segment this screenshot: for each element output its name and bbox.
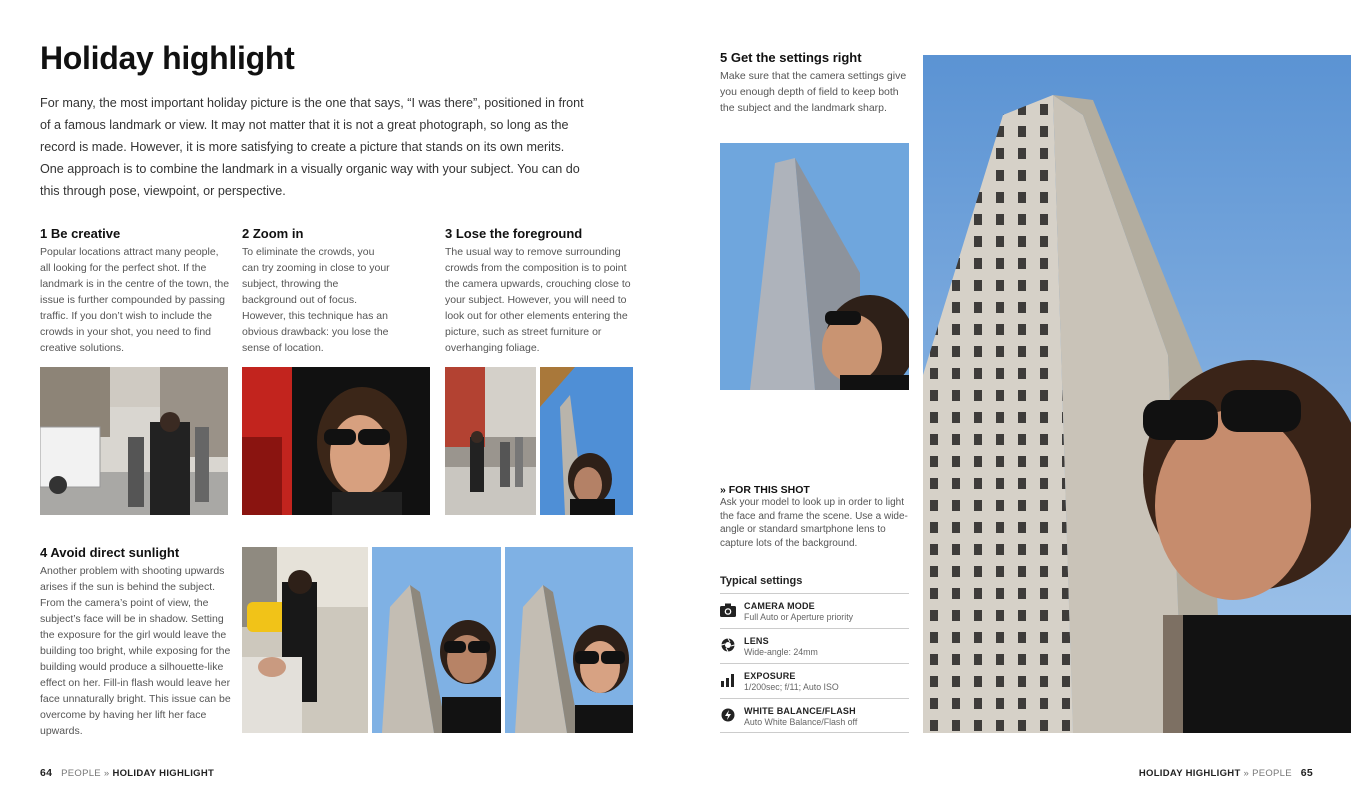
step-1 (40, 226, 232, 356)
step-heading: 3 Lose the foreground (445, 226, 583, 241)
step-heading: 2 Zoom in (242, 226, 304, 241)
step-3 (445, 226, 637, 356)
step-text: The usual way to remove surrounding crowds from the composition is to point the camera upwards, crouching close to your subject. However, you will need to look out for other elements entering the picture, such as street furniture or overhanging foliage. (445, 246, 631, 354)
settings-title: Typical settings (720, 575, 803, 587)
photo-street-crowds (40, 367, 228, 515)
photo-flatiron-main (923, 55, 1351, 733)
exposure-icon (720, 673, 736, 687)
lens-icon (720, 638, 736, 652)
setting-row-exposure (720, 663, 909, 698)
photo-zoom-close (242, 367, 430, 515)
photo-building-smile (505, 547, 633, 733)
footer-left (40, 767, 214, 779)
photo-foreground-crowd (445, 367, 536, 515)
flash-icon (720, 708, 736, 722)
step-text: To eliminate the crowds, you can try zooming in close to your subject, throwing the background out of focus. However, this technique has an obvious drawback: you lose the sense of location. (242, 246, 390, 354)
page-number-left: 64 (40, 767, 53, 779)
footer-separator-left: » (103, 768, 110, 779)
photo-flatiron-small (720, 143, 909, 390)
step-heading: 5 Get the settings right (720, 50, 862, 65)
setting-value: 1/200sec; f/11; Auto ISO (744, 682, 839, 692)
setting-value: Auto White Balance/Flash off (744, 717, 858, 727)
setting-label: CAMERA MODE (744, 601, 815, 611)
step-2 (242, 226, 392, 356)
setting-label: EXPOSURE (744, 671, 796, 681)
photo-looking-up-small (540, 367, 633, 515)
step-text: Popular locations attract many people, all looking for the perfect shot. If the landmark is in the centre of the town, the issue is further compounded by passing traffic. If you don’t wish to include the crowds in your shot, you need to find creative solutions. (40, 246, 230, 354)
setting-row-white-balance (720, 698, 909, 733)
footer-chapter-right: HOLIDAY HIGHLIGHT (1138, 768, 1241, 779)
for-this-shot-heading: » FOR THIS SHOT (720, 484, 810, 496)
step-heading: 1 Be creative (40, 226, 121, 241)
step-5 (720, 50, 910, 116)
for-this-shot-text: Ask your model to look up in order to light the face and frame the scene. Use a wide-angle or standard smartphone lens to capture lots of the background. (720, 497, 908, 549)
photo-building-shadow (372, 547, 501, 733)
intro-paragraph: For many, the most important holiday picture is the one that says, “I was there”, positioned in front of a famous landmark or view. It may not matter that it is not a great photograph, so long as the record is made. However, it is more satisfying to create a picture that stands on its own merits. One approach is to combine the landmark in a visually organic way with your subject. You can do this through pose, viewpoint, or perspective. (40, 96, 584, 198)
setting-value: Wide-angle: 24mm (744, 647, 818, 657)
camera-icon (720, 603, 736, 617)
step-text: Another problem with shooting upwards arises if the sun is behind the subject. From the camera’s point of view, the subject’s face will be in shadow. Setting the exposure for the girl would leave the building too bright, while exposing for the building would produce a silhouette-like effect on her. Fill-in flash would leave her face unnaturally bright. This issue can be overcome by having her lift her face upwards. (40, 565, 231, 737)
setting-value: Full Auto or Aperture priority (744, 612, 854, 622)
footer-separator-right: » (1243, 768, 1250, 779)
page-number-right: 65 (1300, 767, 1313, 779)
for-this-shot-box (720, 484, 910, 550)
step-4 (40, 545, 232, 739)
page-title: Holiday highlight (40, 40, 295, 76)
setting-label: WHITE BALANCE/FLASH (744, 706, 856, 716)
footer-chapter-left: HOLIDAY HIGHLIGHT (112, 768, 215, 779)
footer-right (1139, 767, 1313, 779)
setting-label: LENS (744, 636, 769, 646)
step-text: Make sure that the camera settings give you enough depth of field to keep both the subject and the landmark sharp. (720, 70, 907, 114)
setting-row-lens (720, 628, 909, 663)
typical-settings (720, 575, 909, 733)
footer-section-left: PEOPLE (61, 768, 101, 779)
photo-girl-taxi (242, 547, 368, 733)
setting-row-camera-mode (720, 593, 909, 628)
step-heading: 4 Avoid direct sunlight (40, 545, 180, 560)
footer-section-right: PEOPLE (1252, 768, 1292, 779)
